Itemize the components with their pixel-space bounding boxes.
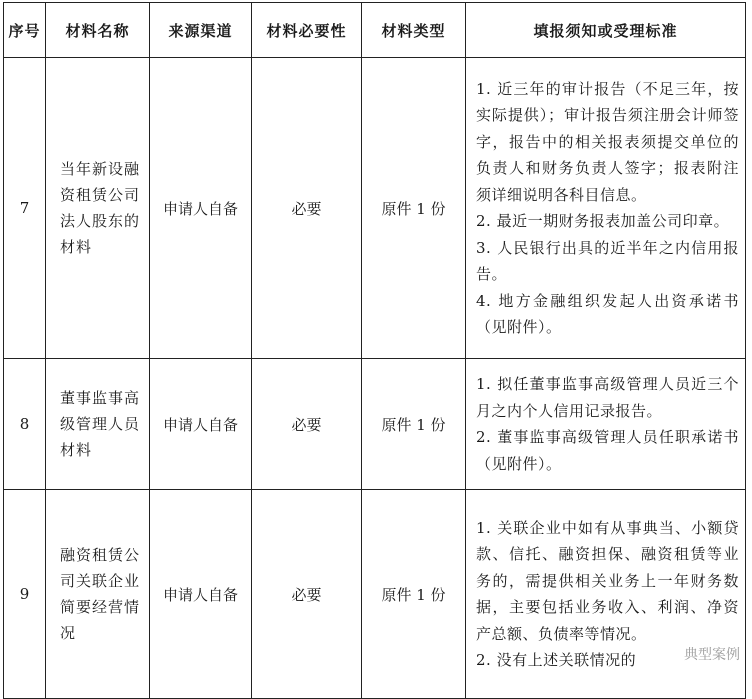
necessity: 必要 [252,490,362,699]
material-name: 融资租赁公司关联企业简要经营情况 [46,490,150,699]
watermark: 典型案例 [682,644,742,664]
requirements-cell [466,58,746,359]
source-channel: 申请人自备 [150,58,252,359]
header-necessity: 材料必要性 [252,3,362,58]
material-type: 原件 1 份 [362,58,466,359]
requirements-cell [466,490,746,699]
table-row [4,58,746,359]
material-name: 董事监事高级管理人员材料 [46,359,150,490]
header-material-name: 材料名称 [46,3,150,58]
requirement-item: 1. 关联企业中如有从事典当、小额贷款、信托、融资担保、融资租赁等业务的，需提供相关业务上一年财务数据，主要包括业务收入、利润、净资产总额、负债率等情况。 [476,518,739,643]
materials-table [3,2,746,699]
header-source: 来源渠道 [150,3,252,58]
requirement-item: 2. 没有上述关联情况的 [476,651,637,669]
requirement-item: 1. 近三年的审计报告（不足三年，按实际提供）；审计报告须注册会计师签字，报告中的相关报表须提交单位的负责人和财务负责人签字；报表附注须详细说明各科目信息。 [476,79,739,204]
row-index: 9 [4,490,46,699]
requirement-item: 4. 地方金融组织发起人出资承诺书（见附件）。 [476,291,739,336]
header-type: 材料类型 [362,3,466,58]
header-row [4,3,746,58]
header-requirements: 填报须知或受理标准 [466,3,746,58]
necessity: 必要 [252,58,362,359]
table-row [4,359,746,490]
material-name: 当年新设融资租赁公司法人股东的材料 [46,58,150,359]
material-type: 原件 1 份 [362,359,466,490]
requirement-item: 2. 董事监事高级管理人员任职承诺书（见附件）。 [476,428,739,473]
requirements-cell [466,359,746,490]
table-row [4,490,746,699]
source-channel: 申请人自备 [150,359,252,490]
row-index: 8 [4,359,46,490]
requirement-item: 1. 拟任董事监事高级管理人员近三个月之内个人信用记录报告。 [476,375,739,420]
requirement-item: 2. 最近一期财务报表加盖公司印章。 [476,212,730,230]
material-type: 原件 1 份 [362,490,466,699]
necessity: 必要 [252,359,362,490]
row-index: 7 [4,58,46,359]
header-index: 序号 [4,3,46,58]
requirement-item: 3. 人民银行出具的近半年之内信用报告。 [476,238,739,283]
source-channel: 申请人自备 [150,490,252,699]
